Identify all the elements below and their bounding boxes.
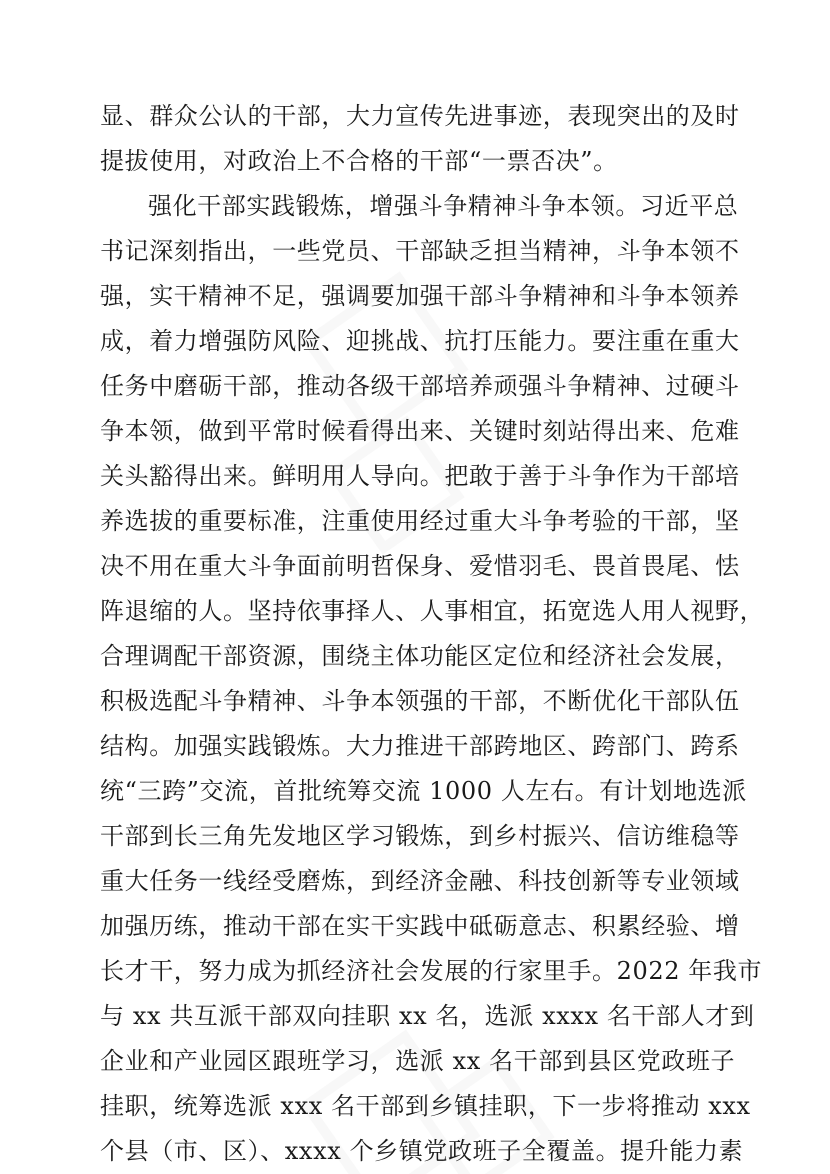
- paragraph-line: 挂职，统筹选派 xxx 名干部到乡镇挂职，下一步将推动 xxx: [100, 1092, 751, 1120]
- paragraph-line: 积极选配斗争精神、斗争本领强的干部，不断优化干部队伍: [100, 687, 740, 715]
- paragraph-line: 阵退缩的人。坚持依事择人、人事相宜，拓宽选人用人视野，: [100, 597, 765, 625]
- paragraph-line: 书记深刻指出，一些党员、干部缺乏担当精神，斗争本领不: [100, 237, 740, 265]
- paragraph-line: 统“三跨”交流，首批统筹交流 1000 人左右。有计划地选派: [100, 777, 747, 805]
- paragraph-line: 与 xx 共互派干部双向挂职 xx 名，选派 xxxx 名干部人才到: [100, 1002, 755, 1030]
- paragraph-line: 重大任务一线经受磨炼，到经济金融、科技创新等专业领域: [100, 867, 740, 895]
- paragraph-line: 任务中磨砺干部，推动各级干部培养顽强斗争精神、过硬斗: [100, 372, 740, 400]
- paragraph-line: 合理调配干部资源，围绕主体功能区定位和经济社会发展，: [100, 642, 740, 670]
- paragraph-line: 显、群众公认的干部，大力宣传先进事迹，表现突出的及时: [100, 102, 740, 130]
- paragraph-line: 争本领，做到平常时候看得出来、关键时刻站得出来、危难: [100, 417, 740, 445]
- paragraph-line: 个县（市、区）、xxxx 个乡镇党政班子全覆盖。提升能力素: [100, 1137, 744, 1165]
- paragraph-line: 干部到长三角先发地区学习锻炼，到乡村振兴、信访维稳等: [100, 822, 740, 850]
- paragraph-line: 关头豁得出来。鲜明用人导向。把敢于善于斗争作为干部培: [100, 462, 740, 490]
- paragraph-line: 养选拔的重要标准，注重使用经过重大斗争考验的干部，坚: [100, 507, 740, 535]
- paragraph-line: 成，着力增强防风险、迎挑战、抗打压能力。要注重在重大: [100, 327, 740, 355]
- paragraph-line: 长才干，努力成为抓经济社会发展的行家里手。2022 年我市: [100, 957, 763, 985]
- paragraph-first-line: 强化干部实践锻炼，增强斗争精神斗争本领。习近平总: [148, 192, 739, 220]
- paragraph-line: 企业和产业园区跟班学习，选派 xx 名干部到县区党政班子: [100, 1047, 736, 1075]
- paragraph-line: 结构。加强实践锻炼。大力推进干部跨地区、跨部门、跨系: [100, 732, 740, 760]
- paragraph-line: 决不用在重大斗争面前明哲保身、爱惜羽毛、畏首畏尾、怯: [100, 552, 740, 580]
- paragraph-line: 强，实干精神不足，强调要加强干部斗争精神和斗争本领养: [100, 282, 740, 310]
- paragraph-line: 加强历练，推动干部在实干实践中砥砺意志、积累经验、增: [100, 912, 740, 940]
- paragraph-line: 提拔使用，对政治上不合格的干部“一票否决”。: [100, 147, 618, 175]
